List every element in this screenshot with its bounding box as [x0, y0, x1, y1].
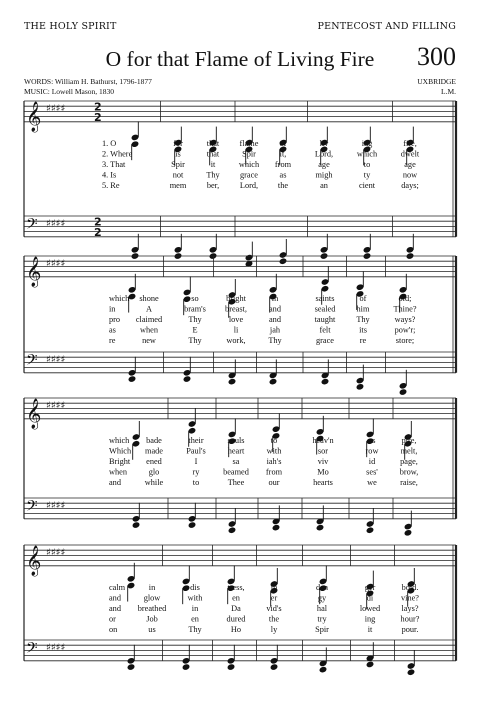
lyric-syllable: Lord, — [314, 149, 334, 159]
lyric-syllable: jah — [269, 325, 281, 335]
lyric-syllable: vid's — [266, 603, 282, 613]
lyric-syllable: from — [265, 467, 283, 477]
lyric-syllable: hearts — [313, 477, 333, 487]
lyric-syllable: as — [279, 170, 287, 180]
note-head — [356, 383, 365, 391]
lyric-syllable: Mo — [317, 467, 329, 477]
lyric-syllable: Lord, — [239, 180, 259, 190]
lyric-syllable: ger — [364, 582, 376, 592]
lyric-syllable: as — [109, 325, 116, 335]
lyric-syllable: days; — [401, 180, 419, 190]
lyric-syllable: the — [277, 180, 289, 190]
hymn-number: 300 — [417, 42, 456, 71]
lyric-syllable: calm — [109, 582, 126, 592]
lyric-syllable: to — [192, 477, 200, 487]
lyric-syllable: Paul's — [186, 446, 206, 456]
lyric-syllable: Job — [146, 614, 158, 624]
lyric-syllable: pour. — [401, 624, 419, 634]
lyric-syllable: heav'n — [312, 435, 334, 445]
lyric-syllable: of — [359, 293, 367, 303]
lyric-syllable: in — [148, 582, 156, 592]
lyric-syllable: it, — [279, 149, 287, 159]
lyric-syllable: shone — [139, 293, 159, 303]
lyric-syllable: gy — [317, 593, 327, 603]
lyric-syllable: bright — [226, 293, 246, 303]
lyric-syllable: when — [109, 467, 127, 477]
lyric-syllable: breathed — [137, 603, 167, 613]
lyric-syllable: cient — [358, 180, 376, 190]
treble-key-signature: ♯♯♯♯ — [46, 400, 66, 412]
lyric-syllable: Thine? — [393, 304, 417, 314]
treble-key-signature: ♯♯♯♯ — [46, 258, 66, 270]
lyric-syllable: brow, — [399, 467, 419, 477]
lyric-syllable: on — [109, 624, 118, 634]
lyric-syllable: heart — [227, 446, 245, 456]
lyric-syllable: it — [210, 159, 216, 169]
lyric-syllable: Ho — [230, 624, 242, 634]
treble-clef-icon: 𝄞 — [26, 545, 42, 576]
tune-name: UXBRIDGE — [417, 77, 456, 86]
lyric-syllable: viv — [317, 456, 329, 466]
lyric-syllable: lays? — [401, 603, 419, 613]
lyric-syllable: ing — [361, 138, 373, 148]
lyric-syllable: age — [404, 159, 416, 169]
lyric-syllable: Spir — [315, 624, 329, 634]
lyric-syllable: E — [192, 325, 198, 335]
lyric-syllable: pire, — [401, 435, 417, 445]
note-head — [399, 388, 408, 396]
lyric-syllable: in — [271, 293, 279, 303]
lyric-syllable: saints — [315, 293, 335, 303]
lyric-syllable: Thy — [188, 314, 202, 324]
lyric-syllable: bram's — [184, 304, 206, 314]
lyric-syllable: ty — [363, 170, 371, 180]
lyric-syllable: breast, — [225, 304, 247, 314]
lyric-syllable: vine? — [401, 593, 419, 603]
note-head — [407, 668, 416, 676]
lyric-syllable: in — [109, 304, 116, 314]
bass-key-signature: ♯♯♯♯ — [46, 218, 66, 230]
note-head — [132, 521, 141, 529]
lyric-syllable: Da — [231, 603, 241, 613]
lyric-syllable: Thy — [206, 170, 220, 180]
lyric-syllable: old; — [398, 293, 412, 303]
note-head — [404, 529, 413, 537]
note-head — [321, 378, 330, 386]
lyric-syllable: their — [188, 435, 204, 445]
lyric-syllable: which — [109, 435, 130, 445]
lyric-syllable: and — [109, 603, 121, 613]
lyric-syllable: work, — [226, 335, 246, 345]
lyric-syllable: 3. That — [102, 159, 126, 169]
bass-clef-icon: 𝄢 — [26, 639, 38, 661]
lyric-syllable: melt, — [400, 446, 418, 456]
lyric-syllable: lowed — [359, 603, 381, 613]
lyric-syllable: re — [359, 335, 367, 345]
note-head — [182, 663, 191, 671]
lyric-syllable: which — [238, 159, 260, 169]
lyric-syllable: and — [269, 314, 281, 324]
lyric-syllable: when — [140, 325, 158, 335]
hymn-title: O for that Flame of Living Fire — [105, 46, 375, 71]
note-head — [183, 375, 192, 383]
lyric-syllable: ing — [364, 614, 376, 624]
lyric-syllable: re — [109, 335, 116, 345]
lyric-syllable: in — [270, 582, 278, 592]
lyric-syllable: not — [172, 170, 184, 180]
bass-time-signature: 2 — [94, 215, 102, 229]
lyric-syllable: from — [274, 159, 292, 169]
lyric-syllable: claimed — [135, 314, 163, 324]
lyric-syllable: Spir — [171, 159, 185, 169]
lyric-syllable: Thy — [188, 335, 202, 345]
lyric-syllable: of — [279, 138, 287, 148]
lyric-syllable: page, — [400, 456, 418, 466]
lyric-syllable: so — [191, 293, 199, 303]
lyric-syllable: sor — [317, 446, 329, 456]
lyric-syllable: grace — [240, 170, 258, 180]
lyric-syllable: beamed — [223, 467, 249, 477]
lyric-syllable: grace — [316, 335, 334, 345]
lyric-syllable: migh — [315, 170, 333, 180]
lyric-syllable: to — [363, 159, 371, 169]
section-label: THE HOLY SPIRIT — [24, 20, 117, 32]
bass-clef-icon: 𝄢 — [26, 497, 38, 519]
lyric-syllable: in — [191, 603, 199, 613]
lyric-syllable: with — [266, 446, 282, 456]
lyric-syllable: tress, — [227, 582, 245, 592]
lyric-syllable: and — [269, 304, 281, 314]
lyric-syllable: dured — [226, 614, 246, 624]
words-credit: WORDS: William H. Bathurst, 1796-1877 — [24, 77, 152, 86]
lyric-syllable: Thy — [188, 624, 202, 634]
note-head — [127, 663, 136, 671]
treble-key-signature: ♯♯♯♯ — [46, 547, 66, 559]
bass-key-signature: ♯♯♯♯ — [46, 354, 66, 366]
lyric-syllable: taught — [314, 314, 336, 324]
lyric-syllable: li — [233, 325, 239, 335]
lyric-syllable: flame — [239, 138, 259, 148]
lyric-syllable: the — [268, 614, 280, 624]
lyric-syllable: that — [206, 138, 220, 148]
lyric-syllable: Thee — [227, 477, 245, 487]
lyric-syllable: that — [206, 149, 220, 159]
lyric-syllable: pro — [109, 314, 121, 324]
lyric-syllable: en — [191, 614, 199, 624]
lyric-syllable: glo — [148, 467, 160, 477]
lyric-syllable: hal — [316, 603, 328, 613]
note-head — [316, 524, 325, 532]
lyric-syllable: now — [402, 170, 418, 180]
note-head — [227, 663, 236, 671]
lyric-syllable: love — [228, 314, 244, 324]
lyric-syllable: try — [317, 614, 327, 624]
lyric-syllable: 1. O — [102, 138, 117, 148]
lyric-syllable: 2. Where — [102, 149, 133, 159]
note-head — [272, 524, 281, 532]
treble-clef-icon: 𝄞 — [26, 398, 42, 429]
lyric-syllable: di — [366, 593, 374, 603]
lyric-syllable: Bright — [109, 456, 131, 466]
lyric-syllable: with — [187, 593, 203, 603]
lyric-syllable: and — [109, 477, 121, 487]
bass-key-signature: ♯♯♯♯ — [46, 642, 66, 654]
lyric-syllable: id — [368, 456, 376, 466]
lyric-syllable: sa — [232, 456, 240, 466]
lyric-syllable: dwelt — [400, 149, 420, 159]
lyric-syllable: er — [270, 593, 278, 603]
lyric-syllable: sealed — [314, 304, 336, 314]
lyric-syllable: him — [356, 304, 370, 314]
lyric-syllable: while — [144, 477, 164, 487]
lyric-syllable: bade — [146, 435, 162, 445]
lyric-syllable: glow — [143, 593, 161, 603]
lyric-syllable: pow'r; — [394, 325, 416, 335]
lyric-syllable: ly — [270, 624, 278, 634]
lyric-syllable: or — [109, 614, 116, 624]
lyric-syllable: ened — [146, 456, 162, 466]
lyric-syllable: made — [145, 446, 163, 456]
lyric-syllable: Which — [109, 446, 132, 456]
treble-time-signature: 2 — [94, 110, 102, 124]
lyric-syllable: ber, — [206, 180, 220, 190]
lyric-syllable: ways? — [394, 314, 416, 324]
lyric-syllable: mem — [169, 180, 187, 190]
treble-time-signature: 2 — [94, 100, 102, 114]
lyric-syllable: felt — [319, 325, 331, 335]
lyric-syllable: new — [142, 335, 156, 345]
bass-clef-icon: 𝄢 — [26, 215, 38, 237]
lyric-syllable: to — [270, 435, 278, 445]
note-head — [269, 378, 278, 386]
lyric-syllable: store; — [395, 335, 415, 345]
lyric-syllable: age — [318, 159, 330, 169]
treble-key-signature: ♯♯♯♯ — [46, 103, 66, 115]
lyric-syllable: I — [194, 456, 198, 466]
lyric-syllable: ry — [192, 467, 200, 477]
note-head — [270, 663, 279, 671]
lyric-syllable: which — [109, 293, 130, 303]
lyric-syllable: dis — [190, 582, 200, 592]
lyric-syllable: en — [232, 593, 240, 603]
bass-clef-icon: 𝄢 — [26, 351, 38, 373]
lyric-syllable: it — [367, 624, 373, 634]
lyric-syllable: A — [146, 304, 152, 314]
note-head — [366, 661, 375, 669]
lyric-syllable: an — [320, 180, 328, 190]
note-head — [228, 378, 237, 386]
lyric-syllable: hour? — [400, 614, 420, 624]
lyric-syllable: Thy — [356, 314, 370, 324]
meter: L.M. — [441, 87, 456, 96]
lyric-syllable: souls — [227, 435, 245, 445]
lyric-syllable: bold. — [401, 582, 419, 592]
treble-clef-icon: 𝄞 — [26, 256, 42, 287]
lyric-syllable: and — [109, 593, 121, 603]
lyric-syllable: we — [367, 477, 377, 487]
treble-clef-icon: 𝄞 — [26, 101, 42, 132]
lyric-syllable: 4. Is — [102, 170, 117, 180]
bass-key-signature: ♯♯♯♯ — [46, 500, 66, 512]
note-head — [188, 521, 197, 529]
lyric-syllable: 5. Re — [102, 180, 120, 190]
lyric-syllable: is — [175, 149, 181, 159]
lyric-syllable: dan — [316, 582, 328, 592]
lyric-syllable: fire, — [403, 138, 417, 148]
lyric-syllable: Thy — [268, 335, 282, 345]
lyric-syllable: iah's — [266, 456, 282, 466]
lyric-syllable: row — [365, 446, 379, 456]
note-head — [228, 526, 237, 534]
note-head — [128, 375, 137, 383]
lyric-syllable: ses' — [366, 467, 378, 477]
note-head — [366, 526, 375, 534]
lyric-syllable: for — [173, 138, 183, 148]
lyric-syllable: which — [356, 149, 378, 159]
category-label: PENTECOST AND FILLING — [317, 20, 456, 32]
bass-time-signature: 2 — [94, 225, 102, 239]
music-credit: MUSIC: Lowell Mason, 1830 — [24, 87, 114, 96]
lyric-syllable: Spir — [242, 149, 256, 159]
lyric-syllable: raise, — [400, 477, 418, 487]
lyric-syllable: our — [268, 477, 280, 487]
lyric-syllable: us — [148, 624, 156, 634]
lyric-syllable: its — [359, 325, 367, 335]
lyric-syllable: as — [368, 435, 376, 445]
lyric-syllable: liv — [319, 138, 329, 148]
note-head — [319, 666, 328, 674]
